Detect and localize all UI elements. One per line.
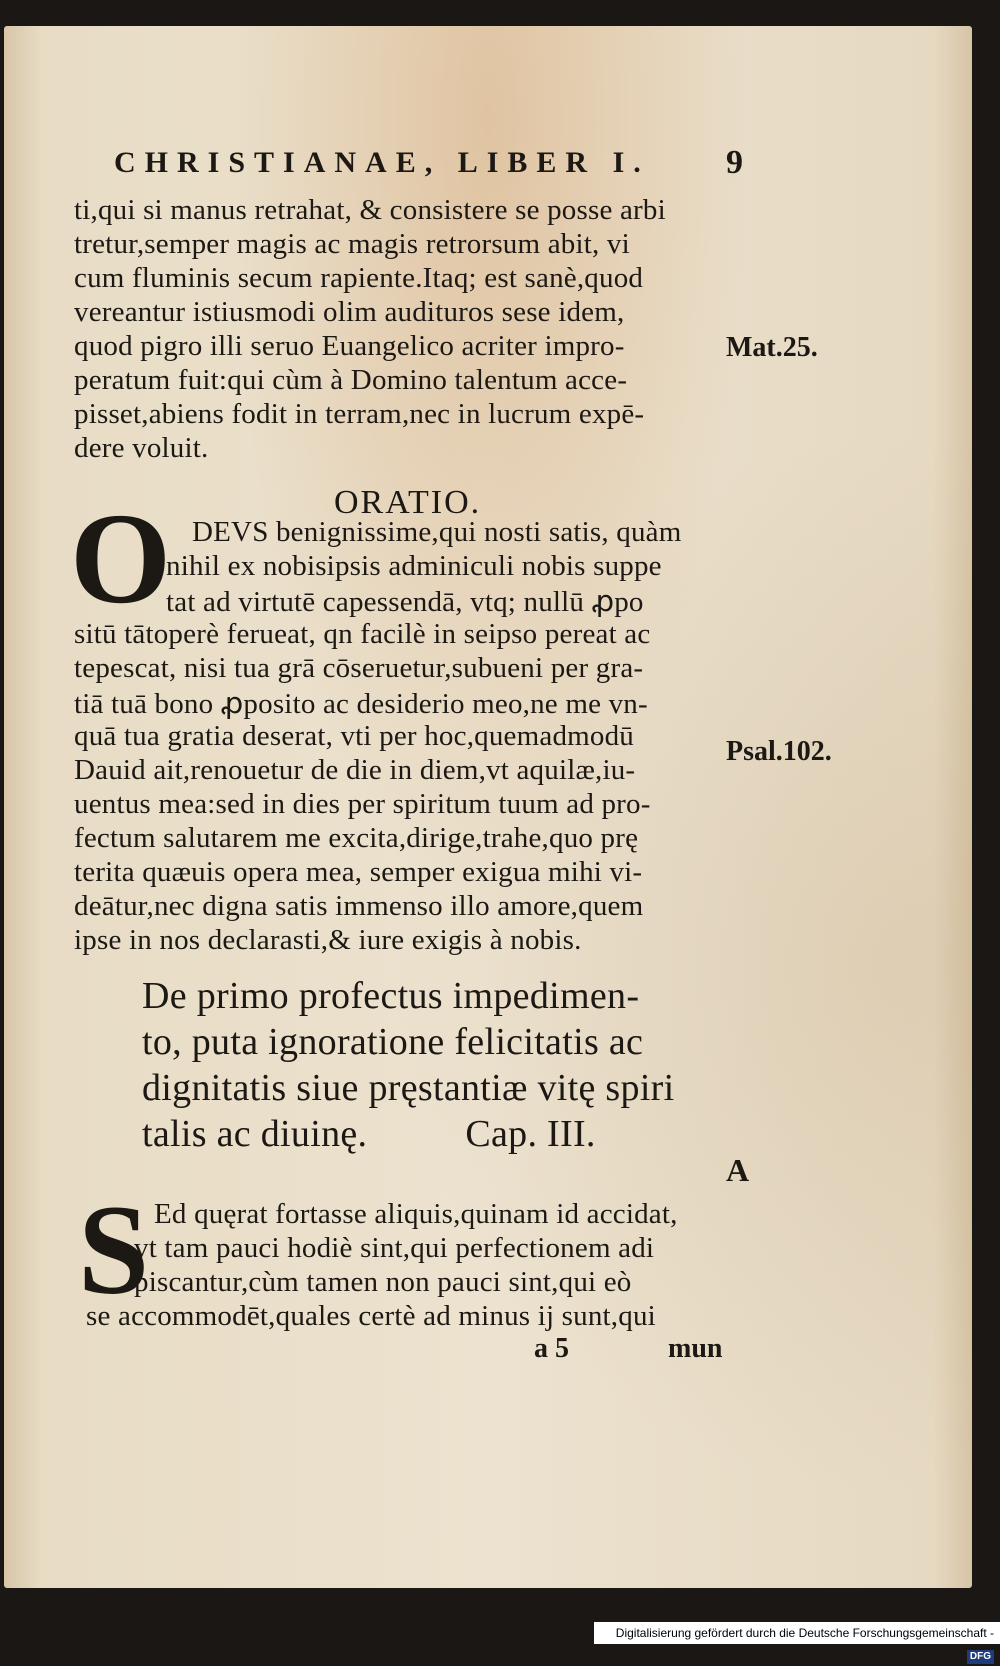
text-line: ipse in nos declarasti,& iure exigis à nobis. (74, 924, 582, 956)
page-number: 9 (726, 144, 743, 181)
text-line: dere voluit. (74, 432, 209, 464)
margin-note-psalm: Psal.102. (726, 736, 832, 767)
oratio-title: ORATIO. (334, 484, 482, 521)
digitization-credit (594, 1622, 1000, 1662)
text-line: tepescat, nisi tua grā cōseruetur,subueni per gra- (74, 652, 644, 684)
text-line: Dauid ait,renouetur de die in diem,vt aquilæ,iu- (74, 754, 636, 786)
text-line: quā tua gratia deserat, vti per hoc,quemadmodū (74, 720, 635, 752)
text-line: tat ad virtutē capessendā, vtq; nullū ꝓpo (166, 586, 644, 618)
text-line: pisset,abiens fodit in terram,nec in lucrum expē- (74, 398, 645, 430)
text-line: vt tam pauci hodiè sint,qui perfectionem adi (134, 1232, 655, 1264)
text-line: tretur,semper magis ac magis retrorsum abit, vi (74, 228, 630, 260)
chapter-heading-line: to, puta ignoratione felicitatis ac (142, 1021, 644, 1063)
text-line: ti,qui si manus retrahat, & consistere se posse arbi (74, 194, 666, 226)
signature-mark: a 5 (534, 1333, 569, 1364)
margin-note-a: A (726, 1152, 750, 1188)
catchword: mun (668, 1333, 723, 1364)
text-line: piscantur,cùm tamen non pauci sint,qui eò (134, 1266, 632, 1298)
margin-note-matthew: Mat.25. (726, 332, 818, 363)
text-line: vereantur istiusmodi olim audituros sese idem, (74, 296, 625, 328)
credit-text: Digitalisierung gefördert durch die Deutsche Forschungsgemeinschaft - (615, 1626, 994, 1640)
text-line: cum fluminis secum rapiente.Itaq; est sanè,quod (74, 262, 644, 294)
text-line: deātur,nec digna satis immenso illo amore,quem (74, 890, 644, 922)
drop-cap-o: O (70, 487, 172, 631)
drop-cap-s: S (78, 1179, 150, 1321)
chapter-heading-line: talis ac diuinę. Cap. III. (142, 1113, 596, 1155)
text-line: uentus mea:sed in dies per spiritum tuum ad pro- (74, 788, 651, 820)
text-line: terita quæuis opera mea, semper exigua mihi vi- (74, 856, 643, 888)
text-line: Ed quęrat fortasse aliquis,quinam id accidat, (154, 1198, 678, 1230)
text-line: nihil ex nobisipsis adminiculi nobis suppe (166, 550, 662, 582)
text-line: quod pigro illi seruo Euangelico acriter impro- (74, 330, 625, 362)
running-title: CHRISTIANAE, LIBER I. (114, 146, 650, 179)
text-line: tiā tuā bono ꝓposito ac desiderio meo,ne me vn- (74, 688, 648, 720)
text-line: fectum salutarem me excita,dirige,trahe,quo prę (74, 822, 639, 854)
book-page (4, 26, 972, 1588)
dfg-logo: DFG (967, 1650, 994, 1664)
text-line: se accommodēt,quales certè ad minus ij sunt,qui (86, 1300, 656, 1332)
chapter-heading-line: dignitatis siue pręstantiæ vitę spiri (142, 1067, 675, 1109)
chapter-heading-line: De primo profectus impedimen- (142, 975, 640, 1017)
text-line: DEVS benignissime,qui nosti satis, quàm (192, 516, 682, 548)
text-line: sitū tātoperè ferueat, qn facilè in seipso pereat ac (74, 618, 651, 650)
text-line: peratum fuit:qui cùm à Domino talentum acce- (74, 364, 628, 396)
